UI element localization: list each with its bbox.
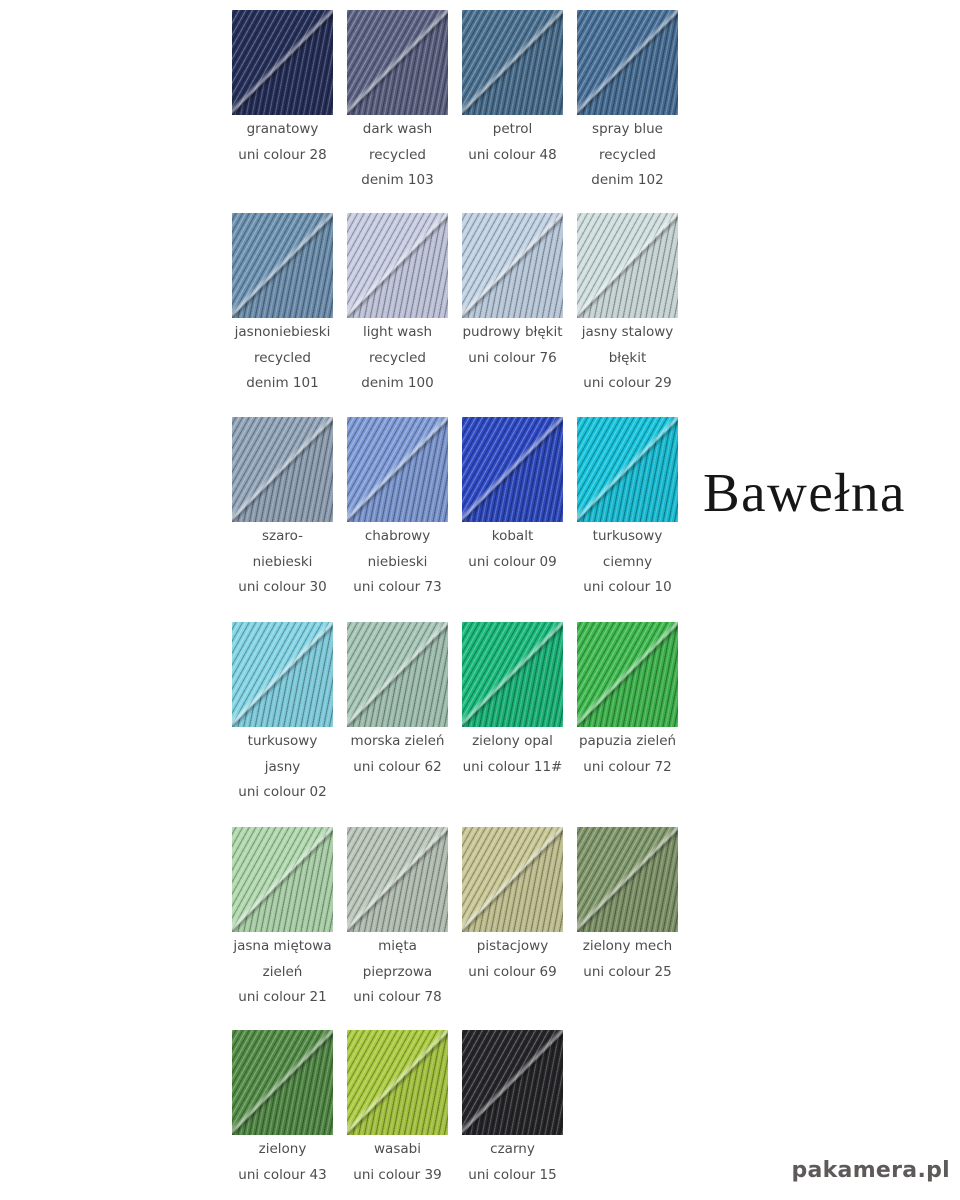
colour-name: czarny (490, 1141, 535, 1157)
yarn-texture-upper (347, 827, 448, 932)
yarn-swatch-cell (577, 622, 678, 775)
colour-name: pudrowy błękit (462, 324, 563, 340)
yarn-texture-upper (462, 417, 563, 522)
colour-code: uni colour 78 (353, 989, 442, 1005)
colour-name: chabrowy (364, 528, 431, 544)
yarn-texture-lower (232, 1030, 333, 1135)
colour-name: zielony (258, 1141, 307, 1157)
yarn-swatch-cell (232, 622, 333, 800)
yarn-texture-lower (232, 10, 333, 115)
yarn-swatch-cell (347, 213, 448, 391)
yarn-swatch-cell (232, 10, 333, 163)
yarn-texture-upper (232, 1030, 333, 1135)
yarn-texture-upper (347, 10, 448, 115)
yarn-swatch-cell (347, 827, 448, 1005)
colour-name: granatowy (246, 121, 319, 137)
yarn-texture-lower (462, 10, 563, 115)
yarn-swatch-cell (462, 1030, 563, 1183)
yarn-swatch-cell (232, 827, 333, 1005)
yarn-texture-upper (577, 213, 678, 318)
yarn-texture-lower (577, 827, 678, 932)
yarn-texture-lower (577, 213, 678, 318)
yarn-texture-upper (347, 417, 448, 522)
yarn-texture-upper (232, 827, 333, 932)
colour-name: szaro- (261, 528, 304, 544)
yarn-texture-lower (347, 1030, 448, 1135)
yarn-swatch-cell (347, 622, 448, 775)
yarn-texture-upper (347, 622, 448, 727)
colour-name: dark wash (362, 121, 433, 137)
colour-code: uni colour 72 (583, 758, 672, 775)
yarn-swatch-cell (462, 213, 563, 366)
yarn-texture-upper (577, 417, 678, 522)
yarn-texture-upper (232, 417, 333, 522)
colour-name: zielony mech (582, 938, 673, 954)
colour-name: papuzia zieleń (578, 733, 677, 749)
yarn-swatch-cell (577, 213, 678, 391)
yarn-texture-upper (232, 10, 333, 115)
watermark-logo: pakamera.pl (791, 1158, 950, 1183)
yarn-strand-seam (462, 213, 563, 318)
yarn-strand-seam (577, 622, 678, 727)
yarn-strand-seam (577, 10, 678, 115)
colour-code: uni colour 73 (353, 579, 442, 595)
colour-code: uni colour 02 (238, 784, 327, 800)
colour-name: recycled (368, 146, 427, 163)
yarn-swatch-image (577, 622, 678, 727)
colour-name: turkusowy (592, 528, 663, 544)
yarn-swatch-image (462, 213, 563, 318)
yarn-swatch-image (232, 1030, 333, 1135)
yarn-swatch-cell (232, 1030, 333, 1183)
colour-name: recycled (598, 146, 657, 163)
colour-code: uni colour 11# (462, 758, 563, 775)
yarn-swatch-cell (462, 417, 563, 570)
yarn-texture-lower (462, 827, 563, 932)
colour-name: recycled (253, 349, 312, 366)
yarn-texture-upper (462, 213, 563, 318)
yarn-strand-seam (462, 10, 563, 115)
colour-name: spray blue (592, 121, 663, 137)
yarn-strand-seam (462, 1030, 563, 1135)
colour-code: uni colour 29 (583, 375, 672, 391)
yarn-strand-seam (577, 827, 678, 932)
yarn-strand-seam (232, 827, 333, 932)
yarn-swatch-image (577, 10, 678, 115)
yarn-swatch-cell (347, 10, 448, 188)
yarn-texture-lower (577, 622, 678, 727)
yarn-swatch-cell (462, 827, 563, 980)
yarn-texture-lower (232, 827, 333, 932)
yarn-swatch-image (232, 622, 333, 727)
colour-name: petrol (492, 121, 533, 137)
colour-code: denim 101 (246, 375, 319, 391)
yarn-texture-upper (232, 622, 333, 727)
yarn-swatch-image (462, 10, 563, 115)
yarn-swatch-cell (577, 10, 678, 188)
yarn-texture-lower (347, 417, 448, 522)
yarn-strand-seam (462, 622, 563, 727)
yarn-swatch-image (462, 622, 563, 727)
yarn-texture-upper (232, 213, 333, 318)
yarn-swatch-cell (347, 1030, 448, 1183)
yarn-swatch-cell (232, 417, 333, 595)
colour-code: denim 102 (591, 172, 664, 188)
colour-name: jasny (264, 758, 301, 775)
colour-code: uni colour 76 (468, 349, 557, 366)
colour-name: recycled (368, 349, 427, 366)
colour-code: uni colour 39 (353, 1166, 442, 1183)
colour-name: niebieski (367, 553, 428, 570)
yarn-swatch-image (232, 827, 333, 932)
yarn-texture-lower (347, 213, 448, 318)
yarn-texture-upper (577, 827, 678, 932)
colour-name: jasny stalowy (581, 324, 674, 340)
yarn-texture-upper (462, 1030, 563, 1135)
yarn-texture-upper (462, 10, 563, 115)
colour-code: uni colour 25 (583, 963, 672, 980)
yarn-texture-lower (462, 1030, 563, 1135)
colour-name: ciemny (602, 553, 653, 570)
colour-code: uni colour 28 (238, 146, 327, 163)
yarn-swatch-image (462, 1030, 563, 1135)
yarn-swatch-cell (462, 622, 563, 775)
colour-code: uni colour 10 (583, 579, 672, 595)
colour-code: uni colour 15 (468, 1166, 557, 1183)
yarn-swatch-image (577, 213, 678, 318)
yarn-swatch-image (347, 417, 448, 522)
yarn-swatch-label (438, 1135, 588, 1188)
colour-code: uni colour 43 (238, 1166, 327, 1183)
yarn-texture-lower (232, 213, 333, 318)
yarn-swatch-image (462, 417, 563, 522)
yarn-swatch-image (462, 827, 563, 932)
colour-name: zielony opal (472, 733, 553, 749)
colour-name: wasabi (374, 1141, 421, 1157)
colour-code: uni colour 48 (468, 146, 557, 163)
yarn-swatch-label (553, 522, 703, 601)
colour-code: uni colour 30 (238, 579, 327, 595)
yarn-swatch-label (553, 318, 703, 397)
yarn-strand-seam (347, 1030, 448, 1135)
colour-name: zieleń (262, 963, 303, 980)
colour-name: light wash (362, 324, 433, 340)
yarn-texture-lower (577, 417, 678, 522)
colour-code: uni colour 62 (353, 758, 442, 775)
yarn-swatch-image (347, 827, 448, 932)
yarn-texture-upper (347, 1030, 448, 1135)
colour-name: jasnoniebieski (234, 324, 331, 340)
colour-name: morska zieleń (350, 733, 445, 749)
yarn-swatch-image (347, 213, 448, 318)
yarn-texture-upper (577, 10, 678, 115)
yarn-swatch-image (232, 10, 333, 115)
yarn-swatch-cell (577, 417, 678, 595)
yarn-strand-seam (232, 213, 333, 318)
yarn-swatch-cell (577, 827, 678, 980)
yarn-texture-lower (462, 213, 563, 318)
yarn-swatch-cell (462, 10, 563, 163)
yarn-texture-lower (232, 417, 333, 522)
yarn-swatch-image (577, 417, 678, 522)
colour-name: kobalt (491, 528, 534, 544)
colour-name: jasna miętowa (233, 938, 332, 954)
colour-code: uni colour 69 (468, 963, 557, 980)
yarn-strand-seam (232, 417, 333, 522)
yarn-strand-seam (577, 417, 678, 522)
colour-name: błękit (608, 349, 647, 366)
yarn-strand-seam (347, 827, 448, 932)
colour-name: turkusowy (247, 733, 318, 749)
yarn-texture-lower (462, 417, 563, 522)
yarn-strand-seam (232, 10, 333, 115)
colour-name: pistacjowy (476, 938, 549, 954)
colour-code: denim 100 (361, 375, 434, 391)
yarn-strand-seam (232, 1030, 333, 1135)
yarn-swatch-cell (232, 213, 333, 391)
yarn-swatch-image (347, 1030, 448, 1135)
colour-code: uni colour 21 (238, 989, 327, 1005)
yarn-texture-upper (347, 213, 448, 318)
yarn-strand-seam (347, 213, 448, 318)
yarn-strand-seam (347, 10, 448, 115)
yarn-swatch-image (347, 622, 448, 727)
yarn-strand-seam (347, 622, 448, 727)
yarn-strand-seam (232, 622, 333, 727)
yarn-strand-seam (347, 417, 448, 522)
yarn-texture-lower (347, 622, 448, 727)
page-title: Bawełna (703, 462, 906, 523)
colour-name: pieprzowa (362, 963, 433, 980)
yarn-swatch-cell (347, 417, 448, 595)
yarn-texture-upper (462, 622, 563, 727)
yarn-texture-lower (577, 10, 678, 115)
yarn-swatch-label (553, 932, 703, 985)
yarn-texture-lower (462, 622, 563, 727)
yarn-swatch-label (553, 727, 703, 780)
colour-name: niebieski (252, 553, 313, 570)
yarn-strand-seam (462, 417, 563, 522)
yarn-texture-lower (347, 827, 448, 932)
colour-code: denim 103 (361, 172, 434, 188)
yarn-texture-lower (232, 622, 333, 727)
yarn-texture-upper (577, 622, 678, 727)
yarn-texture-lower (347, 10, 448, 115)
yarn-swatch-image (232, 213, 333, 318)
yarn-swatch-image (577, 827, 678, 932)
colour-code: uni colour 09 (468, 553, 557, 570)
colour-name: mięta (378, 938, 417, 954)
yarn-swatch-label (553, 115, 703, 194)
yarn-swatch-image (347, 10, 448, 115)
yarn-strand-seam (577, 213, 678, 318)
yarn-strand-seam (462, 827, 563, 932)
yarn-swatch-image (232, 417, 333, 522)
yarn-texture-upper (462, 827, 563, 932)
